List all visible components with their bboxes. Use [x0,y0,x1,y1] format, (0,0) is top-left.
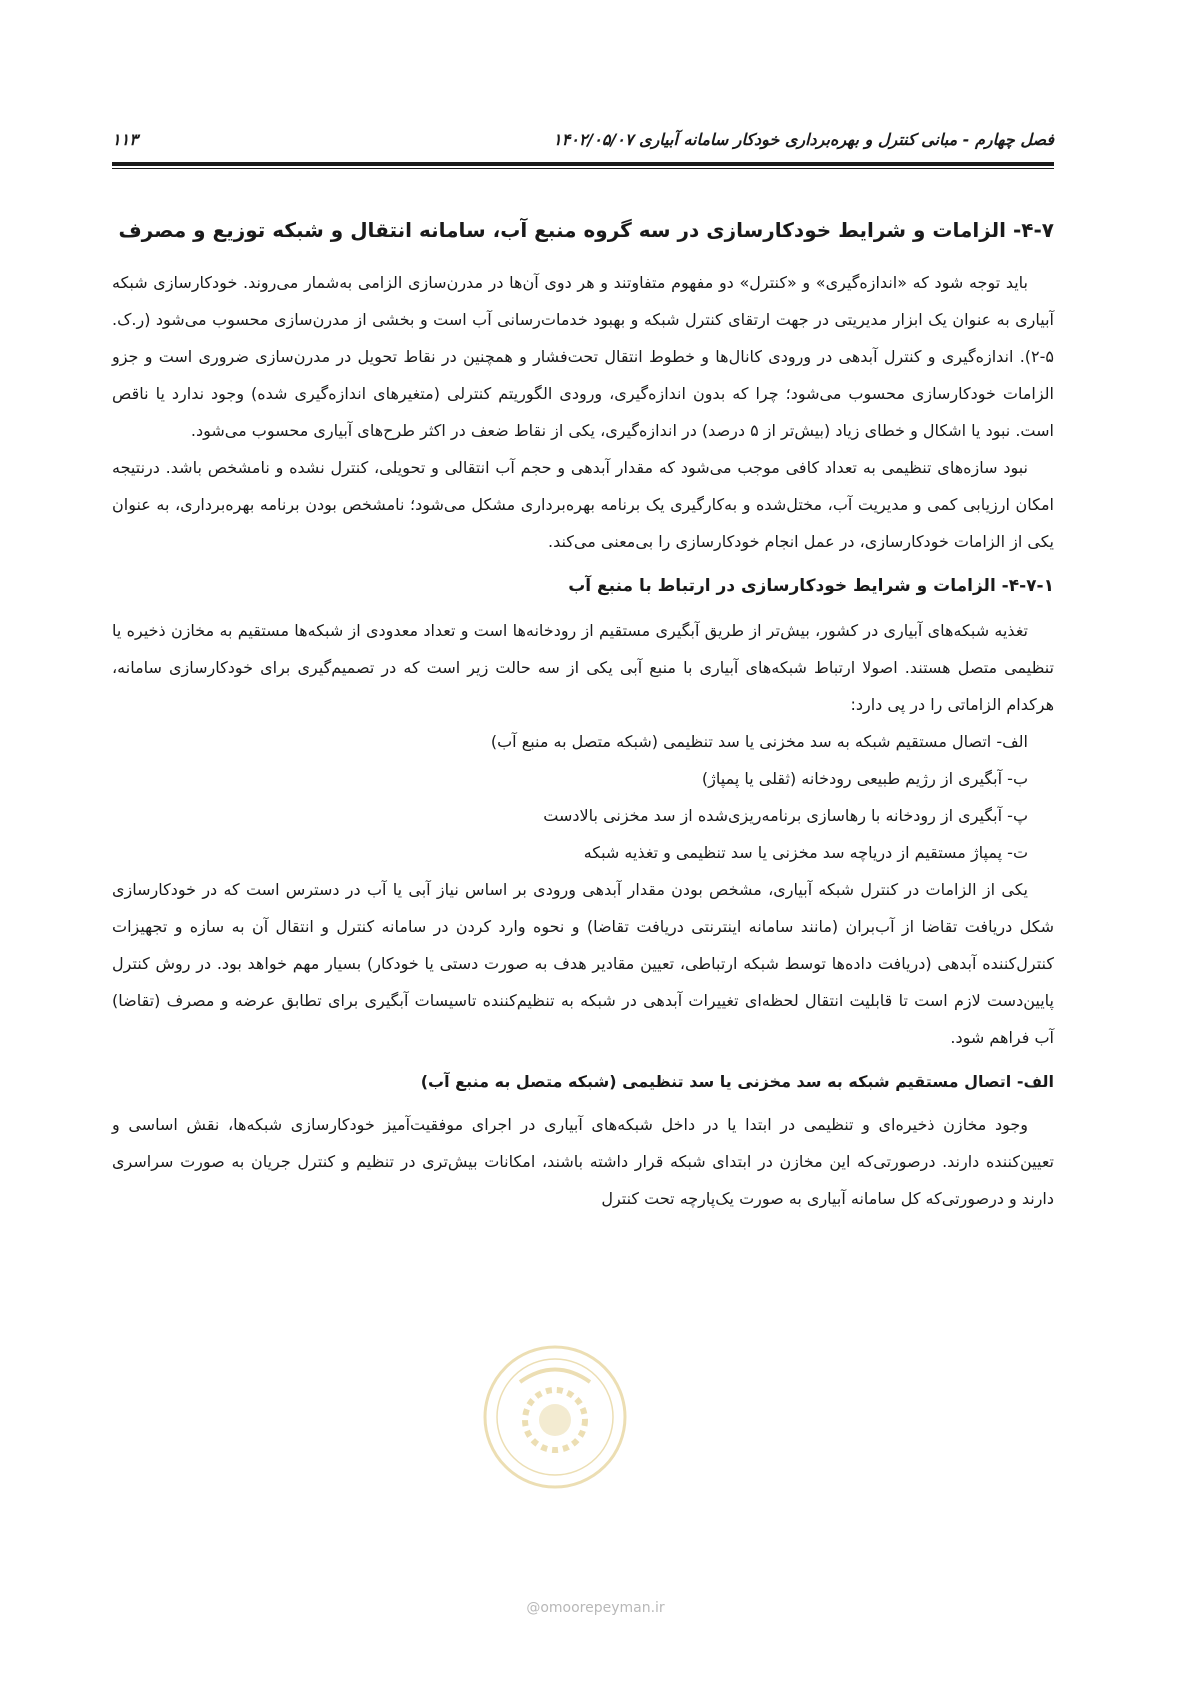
list-item: پ- آبگیری از رودخانه با رهاسازی برنامه‌ریزی‌شده از سد مخزنی بالادست [543,806,1028,825]
subsection-after-list: یکی از الزامات در کنترل شبکه آبیاری، مشخص بودن مقدار آبدهی ورودی بر اساس نیاز آبی یا آب در دسترس است که در خودکارسازی شکل دریافت تقاضا از آب‌بران (مانند سامانه اینترنتی دریافت تقاضا) و نحوه وارد کردن در سامانه کنترل و انتقال آن به سازه و تجهیزات کنترل‌کننده آبدهی (دریافت داده‌ها توسط شبکه ارتباطی، تعیین مقادیر هدف به صورت دستی یا خودکار) بسیار مهم خواهد بود. در روش کنترل پایین‌دست لازم است تا قابلیت انتقال لحظه‌ای تغییرات آبدهی در شبکه به تنظیم‌کننده تاسیسات آبگیری برای تطابق عرضه و مصرف (تقاضا) آب فراهم شود. [112,880,1054,1047]
page-content [112,210,1054,1217]
subsection-intro: تغذیه شبکه‌های آبیاری در کشور، بیش‌تر از طریق آبگیری مستقیم از رودخانه‌ها است و تعداد معدودی از شبکه‌ها مستقیم به مخازن ذخیره یا تنظیمی متصل هستند. اصولا ارتباط شبکه‌های آبیاری با منبع آبی یکی از سه حالت زیر است که در تصمیم‌گیری برای خودکارسازی سامانه، هرکدام الزاماتی را در پی دارد: [112,621,1054,714]
section-paragraph-2: نبود سازه‌های تنظیمی به تعداد کافی موجب می‌شود که مقدار آبدهی و حجم آب انتقالی و تحویلی، کنترل نشده و نامشخص باشد. درنتیجه امکان ارزیابی کمی و مدیریت آب، مختل‌شده و به‌کارگیری یک برنامه بهره‌برداری مشکل می‌شود؛ نامشخص بودن برنامه بهره‌برداری، به عنوان یکی از الزامات خودکارسازی، در عمل انجام خودکارسازی را بی‌معنی می‌کند. [112,458,1054,551]
running-header [112,124,1054,158]
list-item: ت- پمپاژ مستقیم از دریاچه سد مخزنی یا سد تنظیمی و تغذیه شبکه [583,843,1028,862]
list-item: الف- اتصال مستقیم شبکه به سد مخزنی یا سد تنظیمی (شبکه متصل به منبع آب) [490,732,1028,751]
section-paragraph-1: باید توجه شود که «اندازه‌گیری» و «کنترل» دو مفهوم متفاوتند و هر دوی آن‌ها در مدرن‌سازی الزامی به‌شمار می‌روند. خودکارسازی شبکه آبیاری به عنوان یک ابزار مدیریتی در جهت ارتقای کنترل شبکه و بهبود خدمات‌رسانی آب است و بخشی از مدرن‌سازی محسوب می‌شود (ر.ک. ۵-۲). اندازه‌گیری و کنترل آبدهی در ورودی کانال‌ها و خطوط انتقال تحت‌فشار و همچنین در نقاط تحویل در مدرن‌سازی ضروری است و جزو الزامات خودکارسازی محسوب می‌شود؛ چرا که بدون اندازه‌گیری، ورودی الگوریتم کنترلی (متغیرهای اندازه‌گیری شده) وجود ندارد یا ناقص است. نبود یا اشکال و خطای زیاد (بیش‌تر از ۵ درصد) در اندازه‌گیری، یکی از نقاط ضعف در اکثر طرح‌های آبیاری محسوب می‌شود. [112,273,1054,440]
subsection-heading: ۴-۷-۱- الزامات و شرایط خودکارسازی در ارتباط با منبع آب [568,576,1054,596]
publisher-seal-icon [480,1342,630,1492]
minor-paragraph: وجود مخازن ذخیره‌ای و تنظیمی در ابتدا یا در داخل شبکه‌های آبیاری در اجرای موفقیت‌آمیز خودکارسازی شبکه‌ها، نقش اساسی و تعیین‌کننده دارند. درصورتی‌که این مخازن در ابتدای شبکه قرار داشته باشند، امکانات بیش‌تری در تنظیم و کنترل جریان به صورت سراسری دارند و درصورتی‌که کل سامانه آبیاری به صورت یک‌پارچه تحت کنترل [112,1115,1054,1208]
header-rule-thick [112,162,1054,166]
minor-heading: الف- اتصال مستقیم شبکه به سد مخزنی یا سد تنظیمی (شبکه متصل به منبع آب) [420,1072,1054,1091]
page-number: ۱۱۳ [112,130,138,149]
section-heading: ۴-۷- الزامات و شرایط خودکارسازی در سه گروه منبع آب، سامانه انتقال و شبکه توزیع و مصرف [118,218,1054,242]
header-title: فصل چهارم - مبانی کنترل و بهره‌برداری خودکار سامانه آبیاری ۱۴۰۲/۰۵/۰۷ [553,130,1054,149]
list-item: ب- آبگیری از رژیم طبیعی رودخانه (ثقلی یا پمپاژ) [701,769,1028,788]
header-rule-thin [112,168,1054,169]
watermark-url: @omoorepeyman.ir [526,1600,665,1616]
connection-cases-list [112,723,1054,871]
